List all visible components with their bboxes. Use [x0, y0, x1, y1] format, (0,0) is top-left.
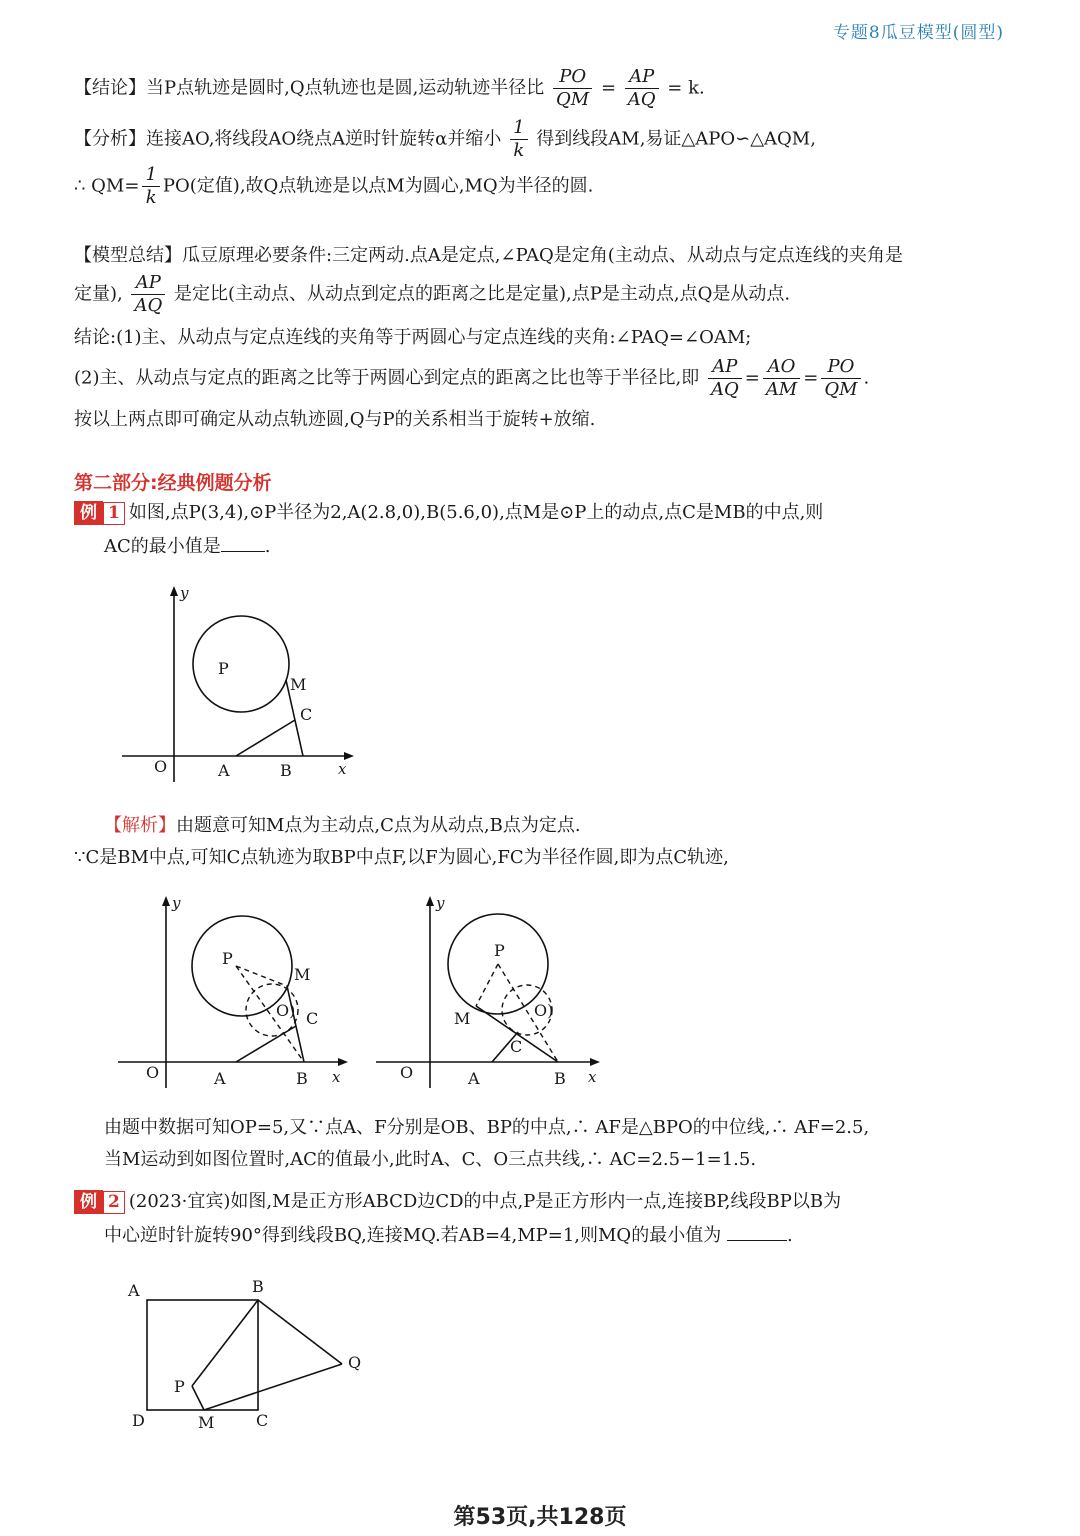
x-axis-arrow: [338, 1058, 348, 1066]
label-o: O: [400, 1063, 414, 1082]
frac-den: QM: [824, 379, 858, 400]
label-p: P: [174, 1377, 185, 1396]
analysis-line2-pre: ∴ QM=: [74, 175, 140, 197]
label-m: M: [454, 1009, 471, 1028]
label-f: O): [276, 1001, 296, 1020]
summary-line2-tail: 是定比(主动点、从动点到定点的距离之比是定量),点P是主动点,点Q是从动点.: [173, 283, 791, 305]
frac-den: AQ: [710, 379, 739, 400]
square-abcd: [147, 1300, 258, 1410]
label-f: O): [534, 1001, 554, 1020]
summary-line-3: 结论:(1)主、从动点与定点连线的夹角等于两圆心与定点连线的夹角:∠PAQ=∠OAM;: [74, 327, 752, 348]
example-tag: 例: [74, 1190, 103, 1214]
frac-num: AP: [708, 356, 742, 379]
segment-ac: [236, 1026, 296, 1062]
label-a: A: [214, 1069, 226, 1088]
example2-end: .: [786, 1225, 793, 1246]
x-axis-arrow: [344, 752, 354, 760]
fraction-ap-aq: [625, 66, 659, 111]
conclusion-lead: 【结论】当P点轨迹是圆时,Q点轨迹也是圆,运动轨迹半径比: [74, 77, 545, 99]
label-m: M: [290, 675, 307, 694]
figure-3: [372, 892, 622, 1097]
label-y: y: [436, 894, 445, 912]
analysis-line2-tail: PO(定值),故Q点轨迹是以点M为圆心,MQ为半径的圆.: [162, 175, 594, 197]
label-c: C: [256, 1411, 269, 1430]
label-b: B: [296, 1069, 308, 1088]
frac-num: PO: [821, 356, 860, 379]
label-b: B: [252, 1277, 264, 1296]
label-a: A: [218, 761, 230, 780]
label-p: P: [494, 941, 505, 960]
label-b: B: [554, 1069, 566, 1088]
conclusion-tail: = k.: [667, 77, 705, 99]
example2-line-2: [104, 1222, 793, 1248]
page-footer: 第53页,共128页: [453, 1505, 627, 1530]
y-axis-arrow: [170, 586, 178, 596]
example1-end: .: [264, 536, 271, 557]
analysis-tail: 得到线段AM,易证△APO∽△AQM,: [536, 128, 816, 150]
y-axis-arrow: [426, 896, 434, 906]
label-m: M: [198, 1413, 215, 1432]
analysis-line-2: [74, 164, 593, 209]
analysis-line-1: [74, 117, 816, 162]
segment-ac: [236, 720, 295, 756]
solution1-line-1: [104, 814, 581, 838]
answer-blank: [221, 533, 265, 552]
figure-4: [118, 1276, 378, 1436]
example1-text-1: 如图,点P(3,4),⊙P半径为2,A(2.8,0),B(5.6,0),点M是⊙P上的动点,点C是MB的中点,则: [128, 502, 824, 523]
fraction-ap-aq-3: [708, 356, 742, 401]
label-p: P: [222, 949, 233, 968]
fraction-ap-aq-2: [131, 272, 165, 317]
frac-den: AM: [765, 379, 798, 400]
x-axis-arrow: [590, 1058, 600, 1066]
label-y: y: [172, 894, 181, 912]
segment-pm: [476, 964, 498, 1006]
frac-num: PO: [553, 66, 592, 89]
frac-num: AP: [625, 66, 659, 89]
label-q: Q: [348, 1353, 362, 1372]
label-c: C: [300, 705, 313, 724]
summary-line-4: (2)主、从动点与定点的距离之比等于两圆心到定点的距离之比也等于半径比,即 $\frac{AP}{AQ}$ = $\frac{AO}{AM}$ = $\frac{PO}{QM}$ .: [74, 356, 870, 400]
example2-text-1: (2023·宜宾)如图,M是正方形ABCD边CD的中点,P是正方形内一点,连接BP,线段BP以B为: [128, 1191, 842, 1212]
segment-bq: [258, 1300, 342, 1364]
fraction-po-qm-2: [821, 356, 860, 401]
label-o: O: [146, 1063, 160, 1082]
frac-den: k: [145, 187, 157, 208]
solution1-text-1: 由题意可知M点为主动点,C点为从动点,B点为定点.: [176, 815, 581, 836]
analysis-lead: 【分析】连接AO,将线段AO绕点A逆时针旋转α并缩小: [74, 128, 502, 150]
label-x: x: [332, 1068, 341, 1086]
frac-den: QM: [556, 89, 590, 110]
label-c: C: [510, 1037, 523, 1056]
circle-p: [193, 616, 289, 712]
page-header: 专题8瓜豆模型(圆型): [832, 23, 1004, 43]
label-o: O: [154, 757, 168, 776]
answer-blank: [727, 1222, 787, 1241]
label-y: y: [180, 584, 189, 602]
label-a: A: [128, 1281, 140, 1300]
section-title: 第二部分:经典例题分析: [74, 472, 272, 494]
example1-line-1: [74, 501, 823, 525]
label-b: B: [280, 761, 292, 780]
segment-pm: [192, 1386, 204, 1410]
conclusion-line: 【结论】当P点轨迹是圆时,Q点轨迹也是圆,运动轨迹半径比 $\frac{PO}{QM}$ = $\frac{AP}{AQ}$ = k.: [74, 66, 705, 110]
summary-line-5: 按以上两点即可确定从动点轨迹圆,Q与P的关系相当于旋转+放缩.: [74, 409, 596, 430]
y-axis-arrow: [162, 896, 170, 906]
example-number: 2: [103, 1191, 125, 1214]
frac-den: AQ: [134, 295, 163, 316]
summary-line4-pre: (2)主、从动点与定点的距离之比等于两圆心到定点的距离之比也等于半径比,即: [74, 367, 700, 389]
example1-line-2: [104, 533, 271, 559]
frac-num: AP: [131, 272, 165, 295]
label-d: D: [132, 1411, 145, 1430]
label-x: x: [338, 760, 347, 778]
fraction-po-qm: [553, 66, 592, 111]
fraction-1-k-2: [142, 164, 159, 209]
summary-line2-pre: 定量),: [74, 283, 123, 305]
figure-2: [110, 892, 360, 1097]
solution1-line-3: 由题中数据可知OP=5,又∵点A、F分别是OB、BP的中点,∴ AF是△BPO的中位线,∴ AF=2.5,: [104, 1117, 870, 1138]
label-c: C: [306, 1009, 319, 1028]
solution1-line-4: 当M运动到如图位置时,AC的值最小,此时A、C、O三点共线,∴ AC=2.5−1=1.5.: [104, 1149, 757, 1170]
solution-tag: 【解析】: [104, 815, 176, 836]
frac-num: 1: [142, 164, 159, 187]
fraction-ao-am: [763, 356, 800, 401]
fraction-1-k: [510, 117, 527, 162]
frac-num: AO: [763, 356, 800, 379]
label-m: M: [294, 965, 311, 984]
example2-text-2: 中心逆时针旋转90°得到线段BQ,连接MQ.若AB=4,MP=1,则MQ的最小值为: [104, 1225, 722, 1246]
segment-bp: [192, 1300, 258, 1386]
example2-line-1: [74, 1190, 841, 1214]
frac-num: 1: [510, 117, 527, 140]
frac-den: k: [513, 140, 525, 161]
label-x: x: [588, 1068, 597, 1086]
frac-den: AQ: [627, 89, 656, 110]
solution1-line-2: ∵C是BM中点,可知C点轨迹为取BP中点F,以F为圆心,FC为半径作圆,即为点C轨迹,: [74, 847, 729, 868]
label-a: A: [468, 1069, 480, 1088]
example1-text-2: AC的最小值是: [104, 536, 221, 557]
example-number: 1: [103, 502, 125, 525]
figure-1: [110, 580, 370, 790]
segment-mq: [204, 1364, 342, 1410]
summary-line-2: [74, 272, 790, 317]
summary-line-1: 【模型总结】瓜豆原理必要条件:三定两动.点A是定点,∠PAQ是定角(主动点、从动点与定点连线的夹角是: [74, 245, 903, 266]
example-tag: 例: [74, 501, 103, 525]
label-p: P: [218, 659, 229, 678]
